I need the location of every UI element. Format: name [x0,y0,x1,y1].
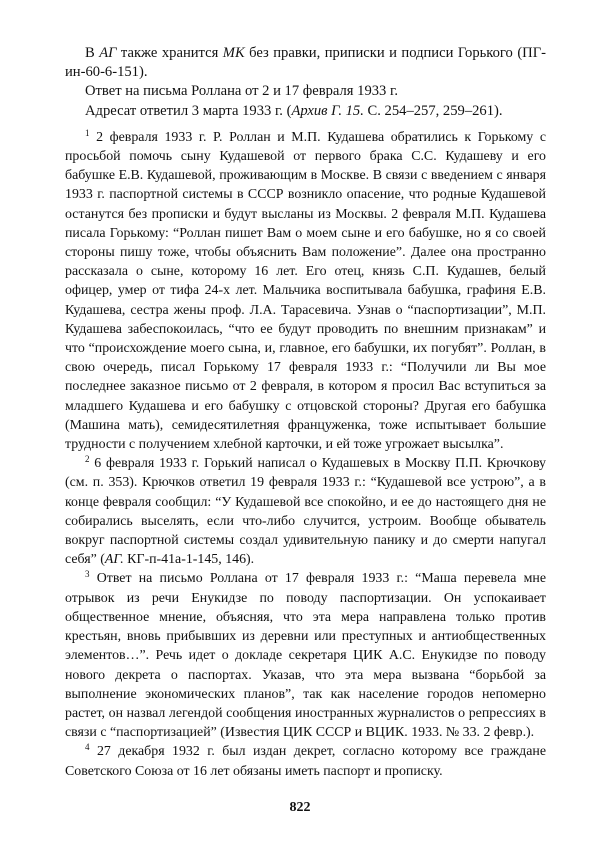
footnotes [65,128,546,781]
footnote-number: 3 [85,569,90,580]
footnote-text: 2 февраля 1933 г. Р. Роллан и М.П. Кудашева обратились к Горькому с просьбой помочь сыну Кудашевой от первого брака С.С. Кудашеву и его бабушке Е.В. Кудашевой, проживающим в Москве. В связи с введением с января 1933 г. паспортной системы в СССР возникло опасение, что родные Кудашевой останутся без прописки и будут высланы из Москвы. 2 февраля М.П. Кудашева писала Горькому: “Роллан пишет Вам о моем сыне и его бабушке, но я со своей стороны пишу тоже, чтобы объяснить Вам положение”. Далее она пространно рассказала о сыне, которому 16 лет. Его отец, князь С.П. Кудашев, белый офицер, умер от тифа 24-х лет. Мальчика воспитывала бабушка, графиня Е.В. Кудашева, сестра жены проф. Л.А. Тарасевича. Узнав о “паспортизации”, М.П. Кудашева забеспокоилась, “что ее будут проводить по внешним признакам” и что “происхождение моего сына, и, главное, его бабушки, их погубят”. Роллан, в свою очередь, писал Горькому 17 февраля 1933 г.: “Получили ли Вы мое последнее заказное письмо от 2 февраля, в котором я просил Вас вступиться за младшего Кудашева и его бабушку с отцовской стороны? Другая его бабушка (Машина мать), семидесятилетняя француженка, тоже испытывает большие трудности с получением хлебной карточки, и ей тоже угрожает высылка”. [65,129,546,453]
footnote-text: Ответ на письмо Роллана от 17 февраля 1933 г.: “Маша перевела мне отрывок из речи Енукидзе по поводу паспортизации. Он успокаивает общественное мнение, объясняя, что эта мера направлена только против крестьян, вновь прибывших из деревни или преступных и антиобщественных элементов…”. Речь идет о докладе секретаря ЦИК А.С. Енукидзе по поводу нового декрета о паспортах. Указав, что эта мера вызвана “борьбой за выполнение экономических планов”, так как население городов непомерно растет, он назвал легендой сообщения иностранных журналистов о репрессиях в связи с “паспортизацией” (Известия ЦИК СССР и ВЦИК. 1933. № 33. 2 февр.). [65,571,546,741]
main-paragraph-2: Ответ на письма Роллана от 2 и 17 февраля 1933 г. [85,83,398,100]
main-paragraph-1: В АГ также хранится МК без правки, приписки и подписи Горького (ПГ-ин-60-6-151). [65,45,547,81]
archive-abbr: АГ [99,45,117,61]
main-paragraph-3: Адресат ответил 3 марта 1933 г. (Архив Г. 15. С. 254–257, 259–261). [85,102,503,119]
archive-reference: Архив Г. 15. [291,102,364,119]
footnote-text: 6 февраля 1933 г. Горький написал о Кудашевых в Москву П.П. Крючкову (см. п. 353). Крючков ответил 19 февраля 1933 г.: “Кудашевой все устрою”, а в конце февраля сообщил: “У Кудашевой все спокойно, и ее до настоящего дня не собирались выселять, если что-либо случится, устроим. Вообще обыватель вокруг паспортной системы создал удивительную панику и до смерти напугал себя” ( [65,456,546,568]
footnote-4 [65,742,546,780]
page-number: 822 [289,800,311,815]
footnote-2: $^2$ 6 февраля 1933 г. Горький написал о Кудашевых в Москву П.П. Крючкову (см. п. 353). Крючков ответил 19 февраля 1933 г.: “Кудашевой все устрою”, а в конце февраля сообщил: “У Кудашевой все спокойно, и ее до настоящего дня не собирались выселять, если что-либо случится, устроим. Вообще обыватель вокруг паспортной системы создал удивительную панику и до смерти напугал себя” (АГ. КГ-п-41а-1-145, 146). [65,454,546,568]
footnote-number: 4 [85,742,90,753]
manuscript-abbr: МК [222,45,245,61]
footnote-text: 27 декабря 1932 г. был издан декрет, согласно которому все граждане Советского Союза от 16 лет обязаны иметь паспорт и прописку. [65,744,546,779]
main-text [65,44,546,121]
footnote-3 [65,569,546,742]
footnote-number: 2 [85,454,90,465]
footnote-1 [65,128,546,454]
archive-abbr: АГ. [104,552,124,568]
footnote-number: 1 [85,127,90,138]
